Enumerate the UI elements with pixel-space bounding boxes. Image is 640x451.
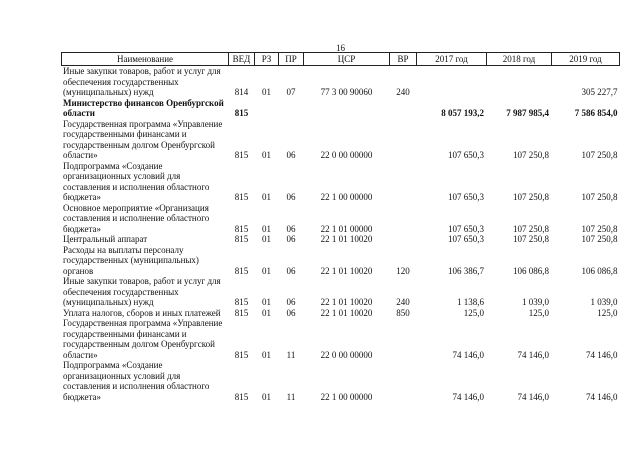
cell-ved: 815	[234, 108, 249, 118]
cell-vr	[390, 234, 417, 245]
table-row	[62, 98, 620, 119]
cell-ved: 815	[234, 391, 249, 402]
cell-2019: 125,0	[597, 307, 618, 318]
cell-rz: 01	[262, 349, 271, 360]
cell-2017	[417, 66, 487, 98]
cell-name: Центральный аппарат	[63, 234, 148, 244]
cell-rz: 01	[262, 234, 271, 244]
cell-csr: 22 0 00 00000	[320, 150, 373, 160]
table-row	[62, 276, 620, 308]
cell-2019: 107 250,8	[581, 223, 618, 234]
column-header-pr: ПР	[279, 53, 304, 66]
cell-2018: 107 250,8	[513, 223, 549, 234]
cell-2018: 107 250,8	[513, 192, 549, 202]
cell-2017: 106 386,7	[448, 265, 484, 276]
cell-pr: 07	[286, 87, 296, 97]
cell-csr: 22 1 01 10020	[320, 307, 373, 318]
cell-ved: 814	[234, 87, 249, 97]
table-row	[62, 245, 620, 277]
column-header-2018: 2018 год	[487, 53, 552, 66]
cell-pr: 06	[286, 265, 296, 276]
cell-vr: 120	[396, 265, 410, 276]
cell-csr: 22 0 00 00000	[320, 349, 373, 360]
cell-2019: 1 039,0	[590, 297, 618, 307]
cell-pr: 06	[286, 192, 296, 202]
table-row	[62, 234, 620, 245]
budget-table	[61, 52, 620, 402]
cell-csr: 22 1 01 10020	[320, 234, 373, 244]
cell-csr: 22 1 00 00000	[320, 391, 373, 402]
cell-2017: 8 057 193,2	[441, 108, 484, 118]
table-row	[62, 203, 620, 235]
cell-2018: 7 987 985,4	[506, 108, 549, 118]
cell-rz: 01	[262, 150, 271, 160]
cell-vr	[390, 318, 417, 360]
cell-2017: 107 650,3	[448, 223, 484, 234]
cell-ved: 815	[234, 307, 249, 318]
cell-ved: 815	[234, 265, 249, 276]
cell-pr: 06	[286, 307, 296, 318]
cell-2017: 1 138,6	[457, 297, 484, 307]
cell-pr: 11	[286, 391, 296, 402]
cell-2017: 107 650,3	[448, 234, 484, 244]
table-row	[62, 308, 620, 319]
cell-2019: 106 086,8	[581, 265, 618, 276]
cell-2017: 74 146,0	[452, 349, 484, 360]
cell-2018: 1 039,0	[522, 297, 549, 307]
cell-rz: 01	[262, 265, 271, 276]
cell-vr	[390, 161, 417, 203]
column-header-2017: 2017 год	[417, 53, 487, 66]
cell-ved: 815	[234, 150, 249, 160]
cell-2018	[487, 66, 552, 98]
cell-2017: 107 650,3	[448, 192, 484, 202]
column-header-rz: РЗ	[255, 53, 279, 66]
table-row	[62, 161, 620, 203]
cell-2019: 107 250,8	[581, 150, 618, 160]
cell-csr: 22 1 01 10020	[320, 297, 373, 307]
cell-pr: 06	[286, 297, 296, 307]
cell-2018: 107 250,8	[513, 150, 549, 160]
cell-csr: 22 1 00 00000	[320, 192, 373, 202]
cell-vr: 850	[396, 307, 410, 318]
table-row	[62, 66, 620, 98]
cell-name: Иные закупки товаров, работ и услуг для обеспечения государственных (муниципальных) нужд	[63, 276, 221, 307]
table-row	[62, 360, 620, 402]
cell-2019: 74 146,0	[586, 391, 618, 402]
cell-vr	[390, 360, 417, 402]
cell-rz: 01	[262, 297, 271, 307]
cell-name: Основное мероприятие «Организация составления и исполнение областного бюджета»	[63, 202, 210, 234]
cell-pr	[279, 98, 304, 119]
cell-name: Подпрограмма «Создание организационных условий для составления и исполнения областного бюджета»	[63, 360, 210, 402]
cell-2019: 7 586 854,0	[574, 108, 618, 118]
cell-ved: 815	[234, 349, 249, 360]
cell-2017: 107 650,3	[448, 150, 484, 160]
cell-ved: 815	[234, 223, 249, 234]
cell-2018: 125,0	[528, 307, 549, 318]
cell-ved: 815	[234, 192, 249, 202]
cell-rz: 01	[262, 391, 271, 402]
cell-pr: 06	[286, 234, 296, 244]
column-header-ved: ВЕД	[229, 53, 255, 66]
cell-ved: 815	[234, 234, 249, 244]
cell-pr: 11	[286, 349, 296, 360]
cell-pr: 06	[286, 223, 296, 234]
cell-2018: 107 250,8	[513, 234, 549, 244]
cell-csr: 22 1 01 10020	[320, 265, 373, 276]
cell-2018: 74 146,0	[517, 391, 549, 402]
cell-2019: 107 250,8	[581, 234, 618, 244]
cell-rz: 01	[262, 223, 271, 234]
cell-name: Подпрограмма «Создание организационных условий для составления и исполнения областного бюджета»	[63, 160, 210, 202]
cell-2017: 74 146,0	[452, 391, 484, 402]
cell-2019: 107 250,8	[581, 192, 618, 202]
table-row	[62, 318, 620, 360]
cell-vr	[390, 98, 417, 119]
cell-vr: 240	[396, 87, 410, 97]
cell-rz: 01	[262, 192, 271, 202]
cell-rz: 01	[262, 307, 271, 318]
cell-vr	[390, 203, 417, 235]
cell-rz	[255, 98, 279, 119]
table-body	[62, 66, 620, 403]
cell-name: Государственная программа «Управление государственными финансами и государственным долгом Оренбургской области»	[63, 118, 223, 160]
cell-csr	[304, 98, 390, 119]
cell-name: Министерство финансов Оренбургской области	[63, 97, 224, 118]
column-header-csr: ЦСР	[304, 53, 390, 66]
cell-2019: 305 227,7	[581, 87, 618, 97]
cell-csr: 22 1 01 00000	[320, 223, 373, 234]
cell-pr: 06	[286, 150, 296, 160]
table-header-row	[62, 53, 620, 66]
cell-csr: 77 3 00 90060	[320, 87, 373, 97]
cell-2019: 74 146,0	[586, 349, 618, 360]
cell-2018: 106 086,8	[513, 265, 549, 276]
cell-name: Государственная программа «Управление государственными финансами и государственным долгом Оренбургской области»	[63, 318, 223, 360]
cell-2018: 74 146,0	[517, 349, 549, 360]
cell-name: Уплата налогов, сборов и иных платежей	[63, 307, 221, 318]
column-header-2019: 2019 год	[552, 53, 620, 66]
cell-rz: 01	[262, 87, 271, 97]
table-row	[62, 119, 620, 161]
cell-2017: 125,0	[463, 307, 484, 318]
column-header-vr: ВР	[390, 53, 417, 66]
cell-vr: 240	[396, 297, 410, 307]
cell-vr	[390, 119, 417, 161]
cell-name: Иные закупки товаров, работ и услуг для обеспечения государственных (муниципальных) нужд	[63, 66, 221, 97]
page-number: 16	[336, 43, 345, 53]
cell-name: Расходы на выплаты персоналу государственных (муниципальных) органов	[63, 244, 199, 276]
column-header-name: Наименование	[62, 53, 229, 66]
cell-ved: 815	[234, 297, 249, 307]
